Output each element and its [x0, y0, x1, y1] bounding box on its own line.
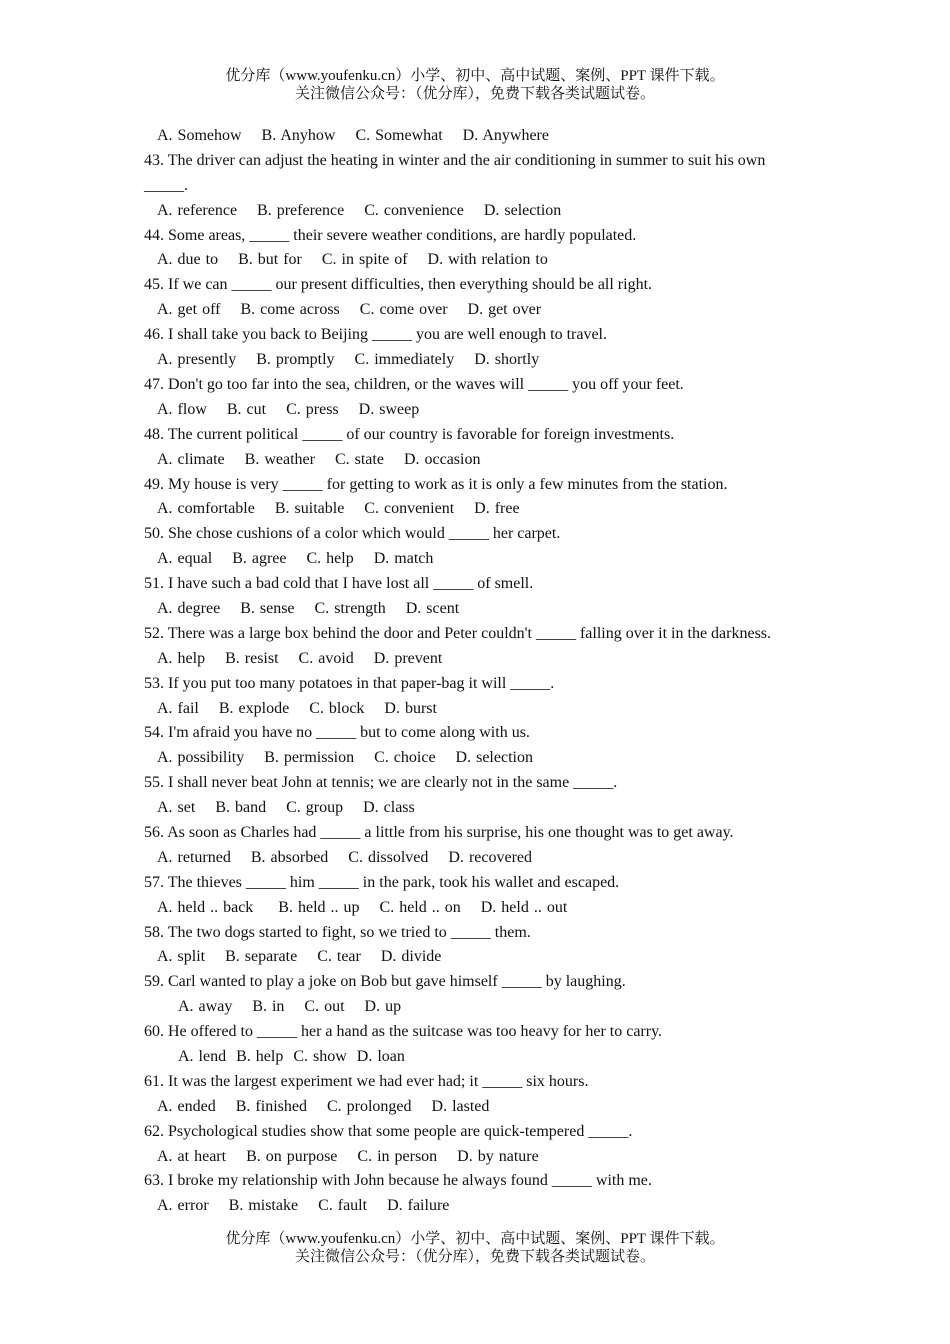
question-list — [144, 124, 812, 1219]
question-61: 61. It was the largest experiment we had ever had; it _____ six hours. — [144, 1072, 589, 1090]
footer-line-1: 优分库（www.youfenku.cn）小学、初中、高中试题、案例、PPT 课件下载。 — [225, 1231, 725, 1247]
question-49: 49. My house is very _____ for getting to work as it is only a few minutes from the station. — [144, 475, 728, 493]
options-61: A. ended B. finished C. prolonged D. lasted — [157, 1097, 490, 1115]
question-54: 54. I'm afraid you have no _____ but to come along with us. — [144, 724, 530, 742]
header-line-1: 优分库（www.youfenku.cn）小学、初中、高中试题、案例、PPT 课件下载。 — [225, 68, 725, 84]
options-51: A. degree B. sense C. strength D. scent — [157, 599, 460, 617]
options-57: A. held .. back B. held .. up C. held .. on D. held .. out — [157, 898, 568, 916]
footer-line-2: 关注微信公众号：（优分库），免费下载各类试题试卷。 — [294, 1249, 655, 1265]
options-52: A. help B. resist C. avoid D. prevent — [157, 649, 443, 667]
options-45: A. get off B. come across C. come over D. get over — [157, 301, 542, 319]
question-59: 59. Carl wanted to play a joke on Bob but gave himself _____ by laughing. — [144, 973, 626, 991]
options-62: A. at heart B. on purpose C. in person D. by nature — [157, 1147, 539, 1165]
options-58: A. split B. separate C. tear D. divide — [157, 948, 442, 966]
options-44: A. due to B. but for C. in spite of D. with relation to — [157, 251, 548, 269]
options-47: A. flow B. cut C. press D. sweep — [157, 400, 420, 418]
question-55: 55. I shall never beat John at tennis; we are clearly not in the same _____. — [144, 774, 618, 792]
question-52: 52. There was a large box behind the door and Peter couldn't _____ falling over it in the darkness. — [144, 624, 772, 642]
question-60: 60. He offered to _____ her a hand as the suitcase was too heavy for her to carry. — [144, 1023, 663, 1041]
question-51: 51. I have such a bad cold that I have lost all _____ of smell. — [144, 575, 534, 593]
lead-options: A. Somehow B. Anyhow C. Somewhat D. Anywhere — [157, 127, 549, 144]
question-44: 44. Some areas, _____ their severe weather conditions, are hardly populated. — [144, 226, 637, 244]
options-60: A. lend B. help C. show D. loan — [178, 1047, 405, 1065]
options-49: A. comfortable B. suitable C. convenient D. free — [157, 500, 520, 518]
question-43: 43. The driver can adjust the heating in winter and the air conditioning in summer to suit his own _____. — [144, 151, 766, 194]
options-50: A. equal B. agree C. help D. match — [157, 550, 434, 568]
options-54: A. possibility B. permission C. choice D. selection — [157, 749, 533, 767]
question-63: 63. I broke my relationship with John because he always found _____ with me. — [144, 1172, 652, 1190]
question-53: 53. If you put too many potatoes in that paper-bag it will _____. — [144, 674, 555, 692]
question-58: 58. The two dogs started to fight, so we tried to _____ them. — [144, 923, 531, 941]
options-53: A. fail B. explode C. block D. burst — [157, 699, 437, 717]
header-line-2: 关注微信公众号：（优分库），免费下载各类试题试卷。 — [294, 86, 655, 102]
page-footer — [0, 1230, 950, 1266]
question-48: 48. The current political _____ of our country is favorable for foreign investments. — [144, 425, 675, 443]
question-50: 50. She chose cushions of a color which would _____ her carpet. — [144, 525, 561, 543]
question-62: 62. Psychological studies show that some people are quick-tempered _____. — [144, 1122, 633, 1140]
options-43: A. reference B. preference C. convenience D. selection — [157, 201, 562, 219]
options-46: A. presently B. promptly C. immediately D. shortly — [157, 351, 540, 369]
question-45: 45. If we can _____ our present difficulties, then everything should be all right. — [144, 276, 653, 294]
page-header — [0, 67, 950, 103]
options-48: A. climate B. weather C. state D. occasion — [157, 450, 481, 468]
question-57: 57. The thieves _____ him _____ in the park, took his wallet and escaped. — [144, 873, 620, 891]
question-46: 46. I shall take you back to Beijing _____ you are well enough to travel. — [144, 326, 607, 344]
options-59: A. away B. in C. out D. up — [178, 998, 402, 1016]
question-56: 56. As soon as Charles had _____ a little from his surprise, his one thought was to get away. — [144, 823, 734, 841]
options-55: A. set B. band C. group D. class — [157, 799, 415, 817]
question-47: 47. Don't go too far into the sea, children, or the waves will _____ you off your feet. — [144, 375, 684, 393]
options-56: A. returned B. absorbed C. dissolved D. recovered — [157, 848, 533, 866]
options-63: A. error B. mistake C. fault D. failure — [157, 1197, 450, 1215]
